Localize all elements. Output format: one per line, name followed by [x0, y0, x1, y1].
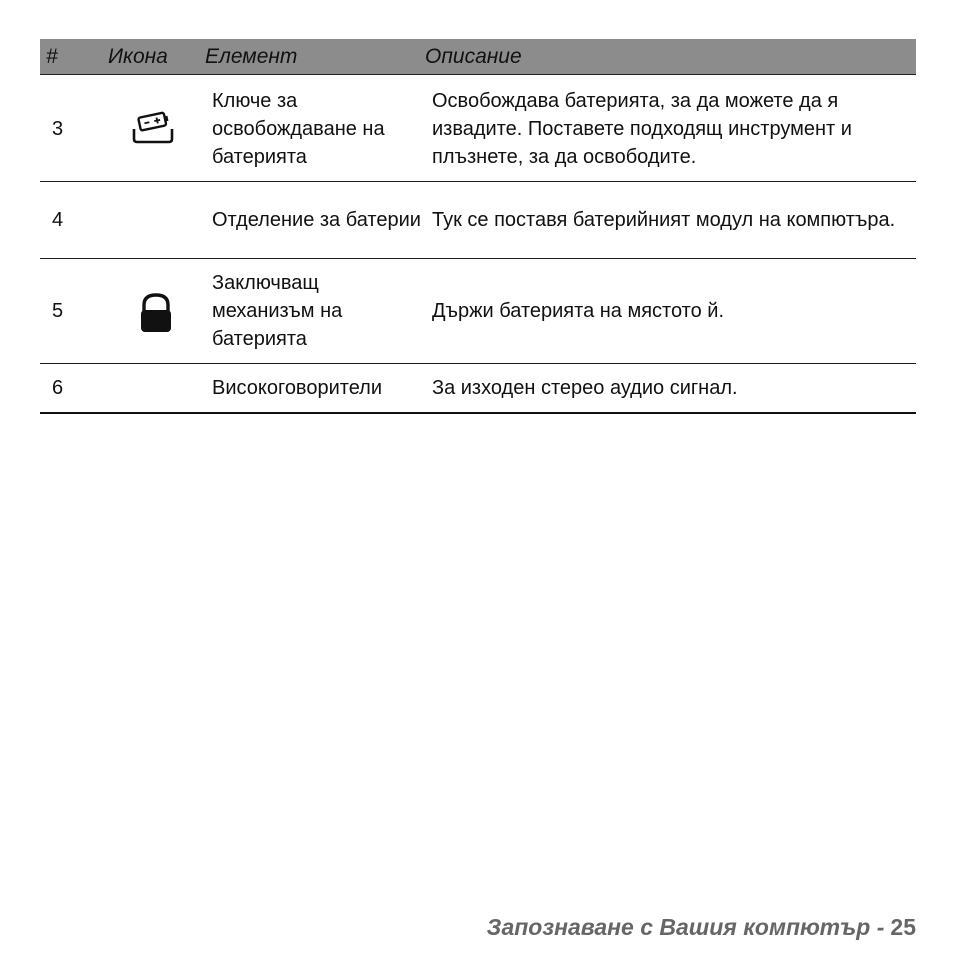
row-description: Държи батерията на мястото й. — [425, 259, 916, 364]
table-row — [40, 364, 916, 414]
row-element: Отделение за батерии — [205, 182, 425, 259]
row-num: 5 — [40, 259, 108, 364]
row-num: 6 — [40, 364, 108, 414]
row-description: За изходен стерео аудио сигнал. — [425, 364, 916, 414]
row-num: 4 — [40, 182, 108, 259]
row-description: Тук се поставя батерийният модул на компютъра. — [425, 182, 916, 259]
row-element: Високоговорители — [205, 364, 425, 414]
row-icon-cell — [108, 75, 205, 182]
row-element: Заключващ механизъм на батерията — [205, 259, 425, 364]
page-footer — [487, 914, 916, 941]
battery-release-icon — [128, 109, 178, 149]
table-row — [40, 182, 916, 259]
row-num: 3 — [40, 75, 108, 182]
page-number: 25 — [890, 914, 916, 940]
components-table — [40, 39, 916, 414]
row-icon-cell — [108, 364, 205, 414]
header-element: Елемент — [205, 39, 425, 75]
header-num: # — [40, 39, 108, 75]
table-row — [40, 259, 916, 364]
header-description: Описание — [425, 39, 916, 75]
header-icon: Икона — [108, 39, 205, 75]
lock-icon — [128, 291, 178, 331]
table-header-row — [40, 39, 916, 75]
row-element: Ключе за освобождаване на батерията — [205, 75, 425, 182]
footer-title: Запознаване с Вашия компютър - — [486, 914, 885, 940]
row-icon-cell — [108, 182, 205, 259]
row-icon-cell — [108, 259, 205, 364]
table-row — [40, 75, 916, 182]
row-description: Освобождава батерията, за да можете да я извадите. Поставете подходящ инструмент и плъзнете, за да освободите. — [425, 75, 916, 182]
